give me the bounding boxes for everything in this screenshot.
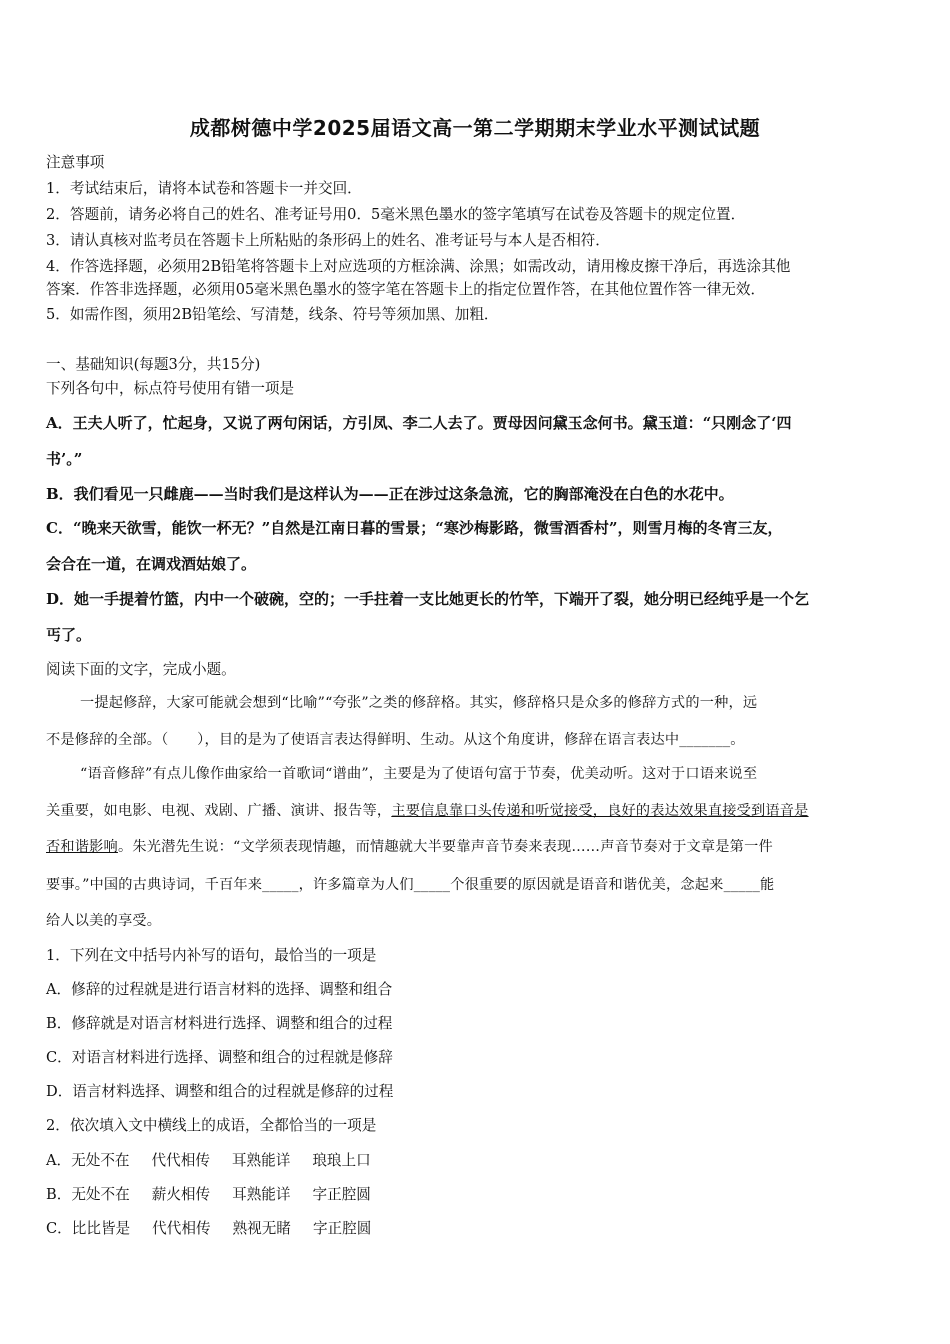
option-a: A．王夫人听了，忙起身，又说了两句闲话，方引凤、李二人去了。贾母因问黛玉念何书。黛玉道：“只刚念了‘四 <box>46 414 792 432</box>
question-stem: 下列各句中，标点符号使用有错一项是 <box>46 380 295 397</box>
option-label: A． <box>46 1152 72 1169</box>
idiom: 代代相传 <box>152 1220 211 1237</box>
q1-option-d: D．语言材料选择、调整和组合的过程就是修辞的过程 <box>46 1083 394 1100</box>
idiom: 熟视无睹 <box>232 1220 291 1237</box>
q2-stem: 2．依次填入文中横线上的成语，全都恰当的一项是 <box>46 1117 377 1134</box>
option-d: D．她一手提着竹篮，内中一个破碗，空的；一手拄着一支比她更长的竹竿，下端开了裂，她分明已经纯乎是一个乞 <box>46 590 810 608</box>
q2-option-b <box>46 1183 371 1204</box>
passage-line <box>46 836 773 856</box>
passage-line <box>46 800 809 820</box>
notice-item: 4．作答选择题，必须用2B铅笔将答题卡上对应选项的方框涂满、涂黑；如需改动，请用橡皮擦干净后，再选涂其他 <box>46 258 791 275</box>
idiom: 代代相传 <box>151 1152 210 1169</box>
passage-line: “语音修辞”有点儿像作曲家给一首歌词“谱曲”，主要是为了使语句富于节奏，优美动听。这对于口语来说至 <box>80 766 758 782</box>
passage-line: 要事。”中国的古典诗词，千百年来_____，许多篇章为人们_____个很重要的原因就是语音和谐优美，念起来_____能 <box>46 877 775 893</box>
idiom: 无处不在 <box>71 1152 130 1169</box>
underlined-text: 主要信息靠口头传递和听觉接受，良好的表达效果直接受到语音是 <box>391 803 809 819</box>
section-heading: 一、基础知识(每题3分，共15分) <box>46 356 261 373</box>
idiom: 薪火相传 <box>151 1186 211 1203</box>
underlined-text: 否和谐影响 <box>46 839 118 855</box>
notice-item: 5．如需作图，须用2B铅笔绘、写清楚，线条、符号等须加黑、加粗． <box>46 306 499 323</box>
option-label: C． <box>46 1220 72 1237</box>
option-b: B．我们看见一只雌鹿——当时我们是这样认为——正在涉过这条急流，它的胸部淹没在白色的水花中。 <box>46 485 734 503</box>
idiom: 琅琅上口 <box>312 1152 371 1169</box>
passage-text: 。朱光潜先生说：“文学须表现情趣，而情趣就大半要靠声音节奏来表现……声音节奏对于文章是第一件 <box>117 839 773 855</box>
q1-option-a: A．修辞的过程就是进行语言材料的选择、调整和组合 <box>46 981 393 998</box>
q2-option-c <box>46 1217 371 1238</box>
notice-item: 3．请认真核对监考员在答题卡上所粘贴的条形码上的姓名、准考证号与本人是否相符． <box>46 232 610 249</box>
option-d-cont: 丐了。 <box>46 626 92 644</box>
passage-line: 一提起修辞，大家可能就会想到“比喻”“夸张”之类的修辞格。其实，修辞格只是众多的修辞方式的一种，远 <box>80 695 758 711</box>
passage-text: 关重要，如电影、电视、戏剧、广播、演讲、报告等， <box>46 803 392 819</box>
notice-item: 2．答题前，请务必将自己的姓名、准考证号用0．5毫米黑色墨水的签字笔填写在试卷及答题卡的规定位置． <box>46 206 746 223</box>
option-a-cont: 书’。” <box>46 450 83 468</box>
exam-title: 成都树德中学2025届语文高一第二学期期末学业水平测试试题 <box>189 116 761 140</box>
notice-item: 1．考试结束后，请将本试卷和答题卡一并交回． <box>46 180 362 197</box>
idiom: 字正腔圆 <box>312 1186 371 1203</box>
option-label: B． <box>46 1186 72 1203</box>
passage-line: 不是修辞的全部。（ ），目的是为了使语言表达得鲜明、生动。从这个角度讲，修辞在语言表达中_______。 <box>46 732 745 748</box>
q2-option-a <box>46 1149 371 1170</box>
idiom: 比比皆是 <box>71 1220 131 1237</box>
option-c: C．“晚来天欲雪，能饮一杯无？”自然是江南日暮的雪景；“寒沙梅影路，微雪酒香村”，则雪月梅的冬宵三友， <box>46 519 783 537</box>
q1-stem: 1．下列在文中括号内补写的语句，最恰当的一项是 <box>46 947 377 964</box>
notice-item: 答案．作答非选择题，必须用05毫米黑色墨水的签字笔在答题卡上的指定位置作答，在其他位置作答一律无效． <box>46 281 766 298</box>
idiom: 字正腔圆 <box>312 1220 372 1237</box>
option-c-cont: 会合在一道，在调戏酒姑娘了。 <box>46 555 257 573</box>
passage-line: 给人以美的享受。 <box>46 913 162 929</box>
reading-intro: 阅读下面的文字，完成小题。 <box>46 661 236 678</box>
idiom: 耳熟能详 <box>232 1186 291 1203</box>
idiom: 无处不在 <box>71 1186 130 1203</box>
notice-heading: 注意事项 <box>46 154 105 171</box>
q1-option-c: C．对语言材料进行选择、调整和组合的过程就是修辞 <box>46 1049 393 1066</box>
q1-option-b: B．修辞就是对语言材料进行选择、调整和组合的过程 <box>46 1015 393 1032</box>
idiom: 耳熟能详 <box>231 1152 291 1169</box>
